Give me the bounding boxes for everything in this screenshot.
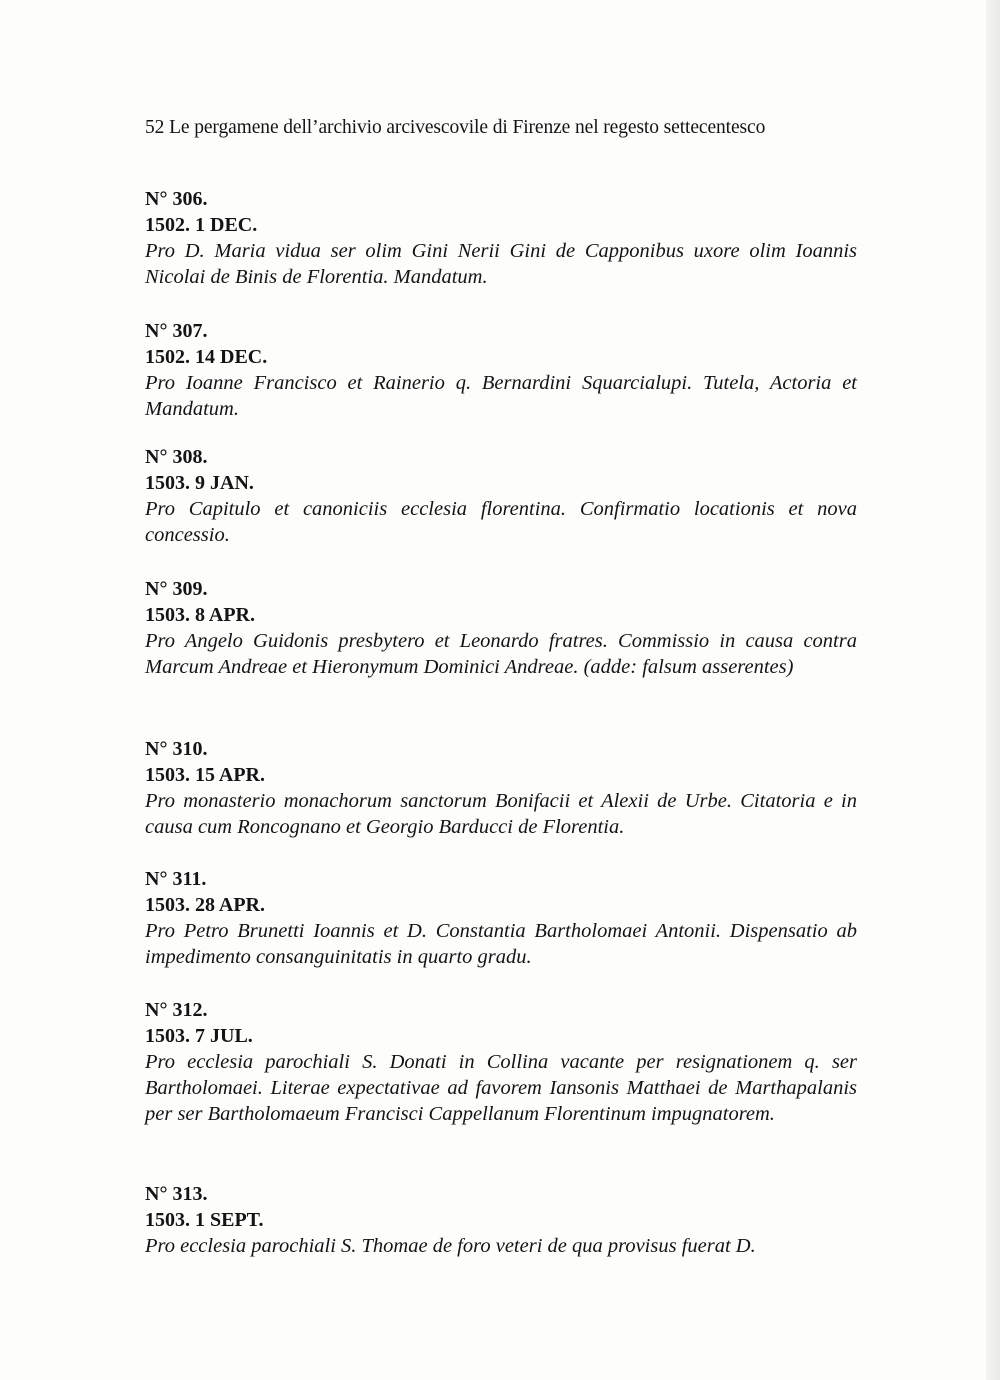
entry-310	[145, 736, 857, 840]
entry-text: Pro D. Maria vidua ser olim Gini Nerii Gini de Capponibus uxore olim Ioannis Nicolai de Binis de Florentia. Mandatum.	[145, 240, 857, 288]
entry-311	[145, 866, 857, 970]
entry-308	[145, 444, 857, 548]
entry-number: N° 313.	[145, 1183, 208, 1205]
entry-date: 1503. 15 APR.	[145, 764, 265, 786]
entry-text: Pro Ioanne Francisco et Rainerio q. Bernardini Squarcialupi. Tutela, Actoria et Mandatum.	[145, 372, 857, 420]
entry-number: N° 309.	[145, 578, 208, 600]
entry-text: Pro ecclesia parochiali S. Thomae de foro veteri de qua provisus fuerat D.	[145, 1235, 756, 1257]
entry-number: N° 312.	[145, 999, 208, 1021]
entry-number: N° 308.	[145, 446, 208, 468]
entry-313	[145, 1181, 857, 1259]
entry-date: 1503. 28 APR.	[145, 894, 265, 916]
entry-number: N° 306.	[145, 188, 208, 210]
entry-date: 1502. 14 DEC.	[145, 346, 268, 368]
entry-text: Pro Petro Brunetti Ioannis et D. Constantia Bartholomaei Antonii. Dispensatio ab impedimento consanguinitatis in quarto gradu.	[145, 920, 857, 968]
entry-text: Pro ecclesia parochiali S. Donati in Collina vacante per resignationem q. ser Bartholomaei. Literae expectativae ad favorem Iansonis Matthaei de Marthapalanis per ser Bartholomaeum Francisci Cappellanum Florentinum impugnatorem.	[145, 1051, 857, 1125]
entry-306	[145, 186, 857, 290]
entry-text: Pro Angelo Guidonis presbytero et Leonardo fratres. Commissio in causa contra Marcum Andreae et Hieronymum Dominici Andreae. (adde: falsum asserentes)	[145, 630, 857, 678]
entry-date: 1502. 1 DEC.	[145, 214, 258, 236]
entry-309	[145, 576, 857, 680]
entry-number: N° 307.	[145, 320, 208, 342]
entry-date: 1503. 9 JAN.	[145, 472, 254, 494]
entry-number: N° 310.	[145, 738, 208, 760]
entry-312	[145, 997, 857, 1127]
entry-307	[145, 318, 857, 422]
page-edge	[986, 0, 1000, 1380]
entry-date: 1503. 1 SEPT.	[145, 1209, 264, 1231]
entry-text: Pro Capitulo et canoniciis ecclesia florentina. Confirmatio locationis et nova concessio.	[145, 498, 857, 546]
entry-number: N° 311.	[145, 868, 207, 890]
running-head: 52 Le pergamene dell’archivio arcivescovile di Firenze nel regesto settecentesco	[145, 117, 766, 138]
entry-text: Pro monasterio monachorum sanctorum Bonifacii et Alexii de Urbe. Citatoria e in causa cum Roncognano et Georgio Barducci de Florentia.	[145, 790, 857, 838]
entry-date: 1503. 7 JUL.	[145, 1025, 253, 1047]
entry-date: 1503. 8 APR.	[145, 604, 255, 626]
